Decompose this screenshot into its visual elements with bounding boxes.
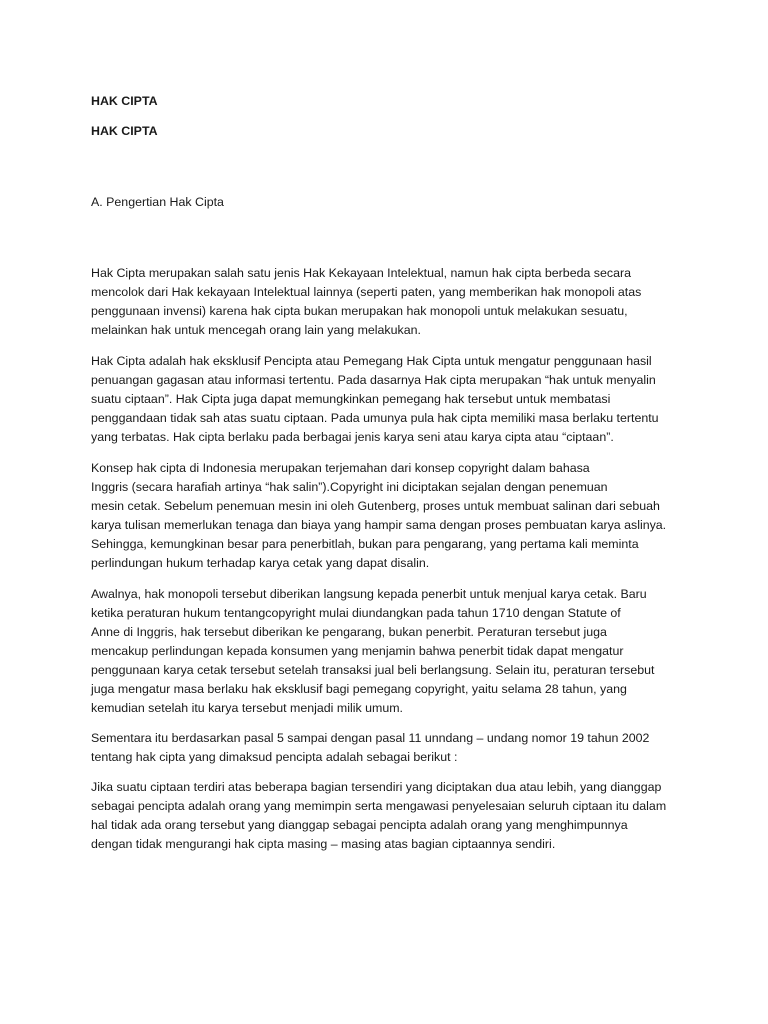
paragraph-line: Sehingga, kemungkinan besar para penerbitlah, bukan para pengarang, yang pertama kali meminta	[91, 537, 639, 551]
document-body	[91, 92, 683, 854]
paragraph-line: mencolok dari Hak kekayaan Intelektual lainnya (seperti paten, yang memberikan hak monopoli atas	[91, 285, 642, 299]
paragraph-line: hal tidak ada orang tersebut yang dianggap sebagai pencipta adalah orang yang menghimpunnya	[91, 818, 628, 832]
paragraph-line: Jika suatu ciptaan terdiri atas beberapa bagian tersendiri yang diciptakan dua atau lebih, yang dianggap	[91, 780, 662, 794]
paragraph-line: mencakup perlindungan kepada konsumen yang menjamin bahwa penerbit tidak dapat mengatur	[91, 644, 624, 658]
paragraph-line: ketika peraturan hukum tentangcopyright mulai diundangkan pada tahun 1710 dengan Statute of	[91, 606, 621, 620]
paragraph-1	[91, 264, 683, 340]
paragraph-line: Hak Cipta merupakan salah satu jenis Hak Kekayaan Intelektual, namun hak cipta berbeda secara	[91, 266, 631, 280]
paragraph-line: dengan tidak mengurangi hak cipta masing – masing atas bagian ciptaannya sendiri.	[91, 837, 556, 851]
paragraph-line: sebagai pencipta adalah orang yang memimpin serta mengawasi penyelesaian seluruh ciptaan itu dalam	[91, 799, 667, 813]
paragraph-line: Inggris (secara harafiah artinya “hak salin”).Copyright ini diciptakan sejalan dengan penemuan	[91, 480, 608, 494]
paragraph-line: mesin cetak. Sebelum penemuan mesin ini oleh Gutenberg, proses untuk membuat salinan dari sebuah	[91, 499, 660, 513]
paragraph-line: Konsep hak cipta di Indonesia merupakan terjemahan dari konsep copyright dalam bahasa	[91, 461, 590, 475]
paragraph-2	[91, 352, 683, 447]
document-subtitle: HAK CIPTA	[91, 124, 158, 138]
paragraph-6	[91, 778, 683, 854]
paragraph-line: suatu ciptaan”. Hak Cipta juga dapat memungkinkan pemegang hak tersebut untuk membatasi	[91, 392, 611, 406]
section-heading: A. Pengertian Hak Cipta	[91, 195, 224, 209]
paragraph-3	[91, 459, 683, 573]
paragraph-line: penggunaan karya cetak tersebut setelah transaksi jual beli berlangsung. Selain itu, peraturan tersebut	[91, 663, 655, 677]
paragraph-line: juga mengatur masa berlaku hak eksklusif bagi pemegang copyright, yaitu selama 28 tahun, yang	[91, 682, 627, 696]
paragraph-4	[91, 585, 683, 718]
paragraph-line: melainkan hak untuk mencegah orang lain yang melakukan.	[91, 323, 421, 337]
paragraph-line: Hak Cipta adalah hak eksklusif Pencipta atau Pemegang Hak Cipta untuk mengatur penggunaan hasil	[91, 354, 652, 368]
paragraph-line: Awalnya, hak monopoli tersebut diberikan langsung kepada penerbit untuk menjual karya cetak. Baru	[91, 587, 647, 601]
paragraph-line: kemudian setelah itu karya tersebut menjadi milik umum.	[91, 701, 403, 715]
paragraph-line: tentang hak cipta yang dimaksud pencipta adalah sebagai berikut :	[91, 750, 458, 764]
paragraph-line: Anne di Inggris, hak tersebut diberikan ke pengarang, bukan penerbit. Peraturan tersebut juga	[91, 625, 607, 639]
paragraph-line: perlindungan hukum terhadap karya cetak yang dapat disalin.	[91, 556, 430, 570]
document-title: HAK CIPTA	[91, 94, 158, 108]
paragraph-line: penuangan gagasan atau informasi tertentu. Pada dasarnya Hak cipta merupakan “hak untuk menyalin	[91, 373, 656, 387]
paragraph-line: penggandaan tidak sah atas suatu ciptaan. Pada umunya pula hak cipta memiliki masa berlaku tertentu	[91, 411, 659, 425]
paragraph-line: penggunaan invensi) karena hak cipta bukan merupakan hak monopoli untuk melakukan sesuatu,	[91, 304, 628, 318]
paragraph-line: karya tulisan memerlukan tenaga dan biaya yang hampir sama dengan proses pembuatan karya aslinya.	[91, 518, 667, 532]
paragraph-5	[91, 729, 683, 767]
paragraph-line: yang terbatas. Hak cipta berlaku pada berbagai jenis karya seni atau karya cipta atau “ciptaan”.	[91, 430, 614, 444]
paragraph-line: Sementara itu berdasarkan pasal 5 sampai dengan pasal 11 unndang – undang nomor 19 tahun 2002	[91, 731, 650, 745]
